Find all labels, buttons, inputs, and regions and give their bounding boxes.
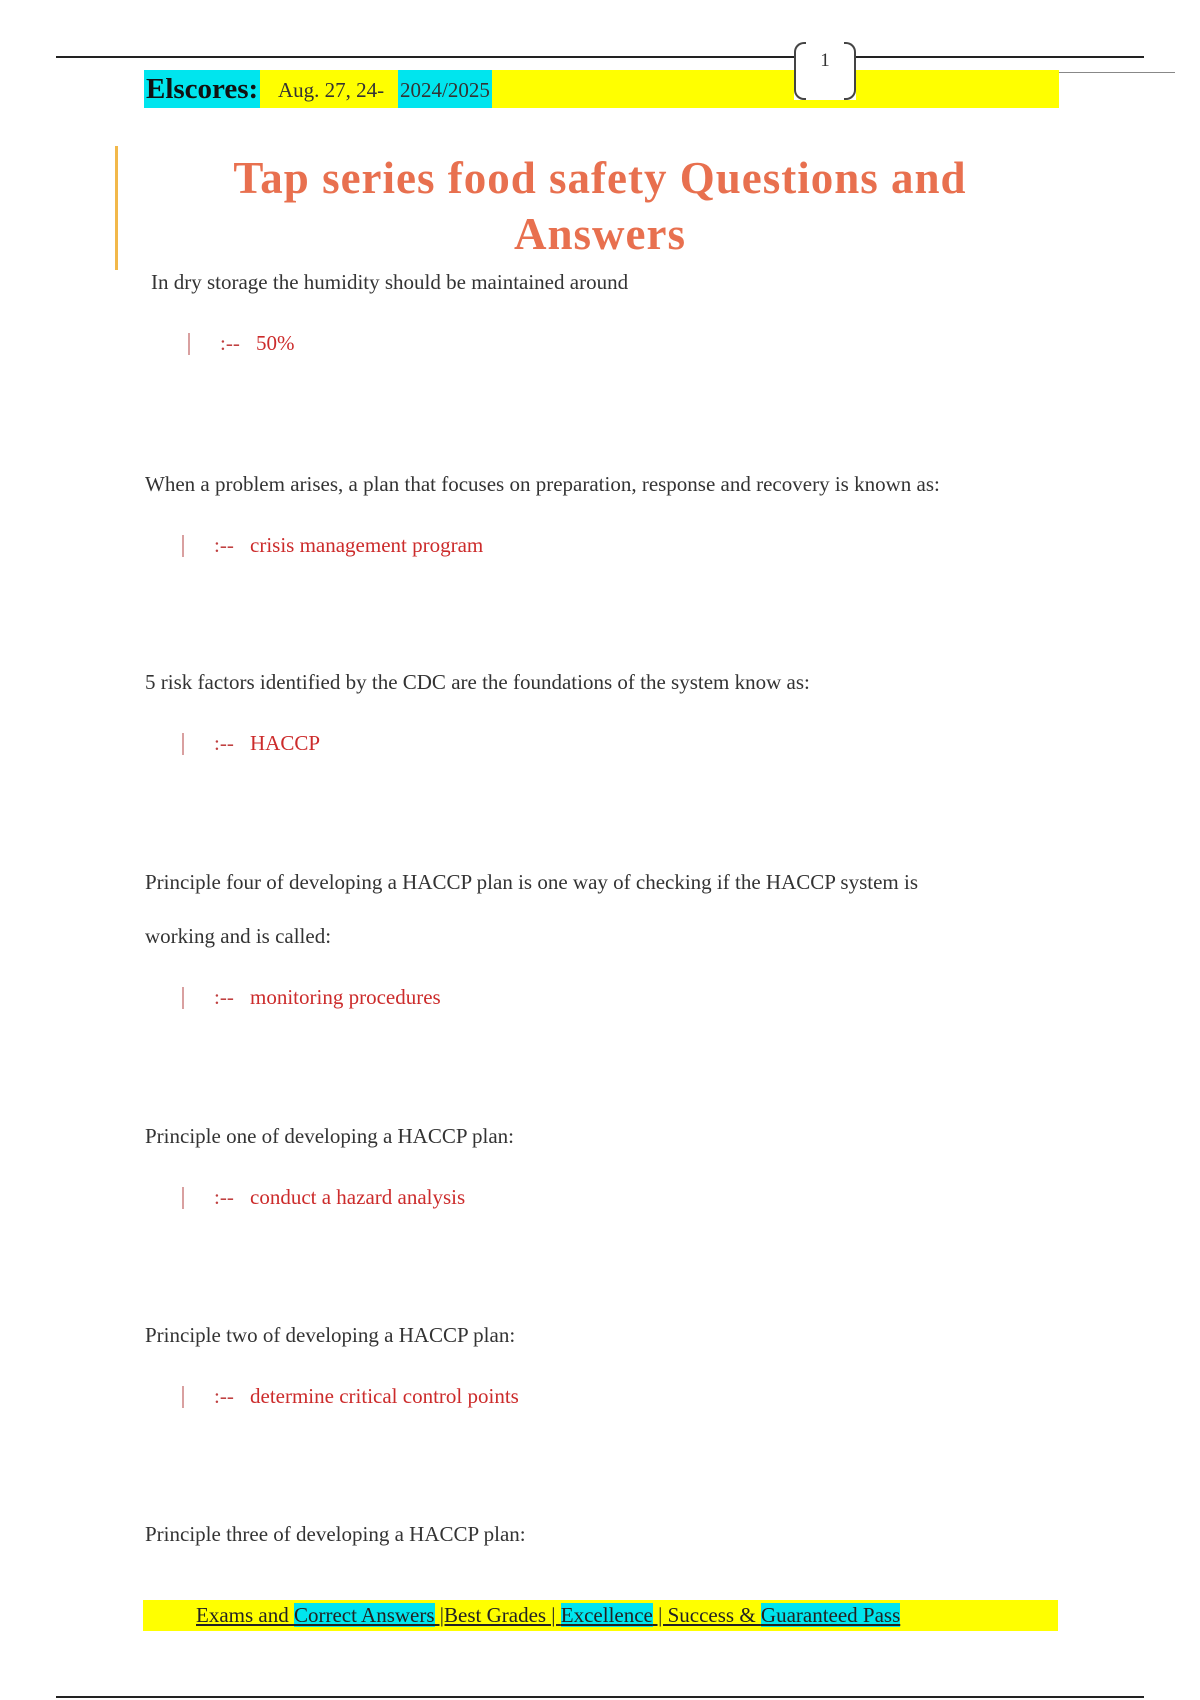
answer-marker: :-- xyxy=(214,1185,234,1209)
answer-bar xyxy=(182,1187,184,1209)
bottom-rule xyxy=(56,1696,1144,1698)
answer-text: 50% xyxy=(256,331,295,355)
page-number-box xyxy=(794,42,856,100)
answer-text: conduct a hazard analysis xyxy=(250,1185,466,1209)
question-text-line-2: working and is called: xyxy=(145,924,332,948)
footer-part-guaranteed-pass: Guaranteed Pass xyxy=(760,1603,901,1627)
answer-marker: :-- xyxy=(220,331,240,355)
qa-item-3 xyxy=(145,655,1095,763)
qa-item-6 xyxy=(145,1308,1095,1416)
question-text: 5 risk factors identified by the CDC are the foundations of the system know as: xyxy=(145,670,810,694)
qa-item-7 xyxy=(145,1507,1095,1561)
top-rule xyxy=(56,56,1144,58)
footer-part-success: | Success & xyxy=(652,1603,761,1627)
answer xyxy=(182,723,1095,763)
question-text: Principle two of developing a HACCP plan: xyxy=(145,1323,516,1347)
title-line-1: Tap series food safety Questions and xyxy=(233,153,967,203)
qa-item-5 xyxy=(145,1109,1095,1217)
qa-item-1 xyxy=(151,255,1101,363)
answer-marker: :-- xyxy=(214,985,234,1009)
document-title xyxy=(150,150,1050,262)
footer-text xyxy=(196,1600,900,1631)
answer-bar xyxy=(182,535,184,557)
question-text: Principle one of developing a HACCP plan: xyxy=(145,1124,514,1148)
answer xyxy=(182,1376,1095,1416)
answer-bar xyxy=(182,1386,184,1408)
answer-marker: :-- xyxy=(214,731,234,755)
title-line-2: Answers xyxy=(514,209,686,259)
question-text: Principle three of developing a HACCP plan: xyxy=(145,1522,526,1546)
answer-marker: :-- xyxy=(214,1384,234,1408)
answer xyxy=(182,1177,1095,1217)
answer-text: HACCP xyxy=(250,731,321,755)
answer-bar xyxy=(182,733,184,755)
qa-item-2 xyxy=(145,457,1095,565)
header-date: Aug. 27, 24- xyxy=(278,78,385,102)
title-accent-bar xyxy=(115,146,118,270)
answer xyxy=(182,977,1095,1017)
question-text-line-1: Principle four of developing a HACCP plan is one way of checking if the HACCP system is xyxy=(145,870,919,894)
question-text: When a problem arises, a plan that focuses on preparation, response and recovery is known as: xyxy=(145,472,940,496)
answer-text: determine critical control points xyxy=(250,1384,519,1408)
question-text: In dry storage the humidity should be maintained around xyxy=(151,270,629,294)
answer xyxy=(182,525,1095,565)
qa-item-4 xyxy=(145,855,1095,1017)
header-brand: Elscores: xyxy=(144,70,260,108)
answer-text: monitoring procedures xyxy=(250,985,441,1009)
footer-part-exams: Exams and xyxy=(196,1603,294,1627)
answer-text: crisis management program xyxy=(250,533,484,557)
answer-bar xyxy=(188,333,190,355)
header-year: 2024/2025 xyxy=(398,70,492,108)
footer-part-correct-answers: Correct Answers xyxy=(293,1603,435,1627)
answer xyxy=(188,323,1101,363)
page-number: 1 xyxy=(820,50,830,71)
answer-marker: :-- xyxy=(214,533,234,557)
footer-part-best-grades: |Best Grades | xyxy=(434,1603,561,1627)
footer-part-excellence: Excellence xyxy=(560,1603,653,1627)
answer-bar xyxy=(182,987,184,1009)
